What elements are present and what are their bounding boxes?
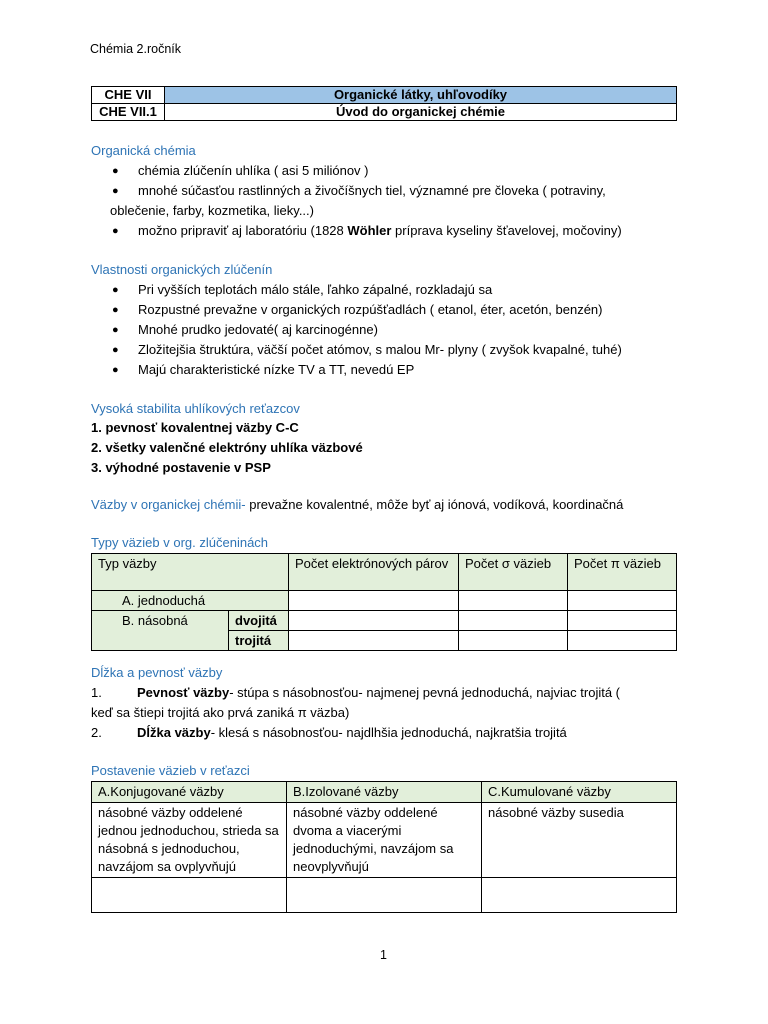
code-cell: CHE VII: [92, 87, 165, 104]
code-table: [91, 86, 677, 121]
bullet-icon: ●: [112, 304, 119, 316]
section-heading-stability: Vysoká stabilita uhlíkových reťazcov: [91, 401, 300, 416]
list-item: 2. všetky valenčné elektróny uhlíka väzbové: [91, 440, 363, 455]
title-cell: Úvod do organickej chémie: [165, 104, 677, 121]
list-item: mnohé súčasťou rastlinných a živočíšnych tiel, významné pre človeka ( potraviny,: [138, 183, 606, 198]
bullet-icon: ●: [112, 364, 119, 376]
row-sublabel: trojitá: [229, 631, 289, 651]
table-cell: [289, 631, 459, 651]
list-item-continuation: keď sa štiepi trojitá ako prvá zaniká π väzba): [91, 705, 350, 720]
table-cell: [459, 591, 568, 611]
row-label: A. jednoduchá: [92, 591, 289, 611]
header-cell: Počet π väzieb: [568, 554, 677, 591]
header-cell: Typ väzby: [92, 554, 289, 591]
list-item: možno pripraviť aj laboratóriu (1828 Wöhler príprava kyseliny šťavelovej, močoviny): [138, 223, 622, 238]
header-cell: Počet σ väzieb: [459, 554, 568, 591]
bullet-icon: ●: [112, 165, 119, 177]
bullet-icon: ●: [112, 225, 119, 237]
bond-types-table: [91, 553, 677, 651]
list-number: 2.: [91, 725, 102, 740]
table-cell: [568, 591, 677, 611]
list-item-continuation: oblečenie, farby, kozmetika, lieky...): [110, 203, 314, 218]
bullet-icon: ●: [112, 185, 119, 197]
table-cell: [482, 878, 677, 913]
list-item: Pri vyšších teplotách málo stále, ľahko zápalné, rozkladajú sa: [138, 282, 493, 297]
bullet-icon: ●: [112, 284, 119, 296]
list-item: Rozpustné prevažne v organických rozpúšťadlách ( etanol, éter, acetón, benzén): [138, 302, 603, 317]
table-cell: [568, 631, 677, 651]
bullet-icon: ●: [112, 344, 119, 356]
page-number: 1: [380, 948, 387, 962]
code-cell: CHE VII.1: [92, 104, 165, 121]
section-heading-properties: Vlastnosti organických zlúčenín: [91, 262, 273, 277]
list-item: Majú charakteristické nízke TV a TT, nevedú EP: [138, 362, 415, 377]
list-number: 1.: [91, 685, 102, 700]
list-item: Mnohé prudko jedovaté( aj karcinogénne): [138, 322, 378, 337]
positions-table: [91, 781, 677, 913]
bonds-line: Väzby v organickej chémii- prevažne kovalentné, môže byť aj iónová, vodíková, koordinačná: [91, 497, 624, 512]
section-heading-bond-types: Typy väzieb v org. zlúčeninách: [91, 535, 269, 550]
section-heading-length: Dĺžka a pevnosť väzby: [91, 665, 223, 680]
header-cell: C.Kumulované väzby: [482, 782, 677, 803]
running-header: Chémia 2.ročník: [90, 42, 182, 56]
table-cell: [459, 631, 568, 651]
header-cell: A.Konjugované väzby: [92, 782, 287, 803]
table-cell: [568, 611, 677, 631]
row-sublabel: dvojitá: [229, 611, 289, 631]
section-heading-organic: Organická chémia: [91, 143, 196, 158]
list-item: Pevnosť väzby- stúpa s násobnosťou- najmenej pevná jednoduchá, najviac trojitá (: [137, 685, 620, 700]
bullet-icon: ●: [112, 324, 119, 336]
list-item: chémia zlúčenín uhlíka ( asi 5 miliónov ): [138, 163, 369, 178]
table-cell: násobné väzby oddelené dvoma a viacerými jednoduchými, navzájom sa neovplyvňujú: [287, 803, 482, 878]
list-item: Zložitejšia štruktúra, väčší počet atómov, s malou Mr- plyny ( zvyšok kvapalné, tuhé): [138, 342, 622, 357]
table-cell: násobné väzby susedia: [482, 803, 677, 878]
table-cell: [289, 611, 459, 631]
header-cell: Počet elektrónových párov: [289, 554, 459, 591]
list-item: 3. výhodné postavenie v PSP: [91, 460, 271, 475]
table-cell: [289, 591, 459, 611]
section-heading-positions: Postavenie väzieb v reťazci: [91, 763, 250, 778]
table-cell: [459, 611, 568, 631]
row-label: B. násobná: [92, 611, 229, 651]
table-cell: násobné väzby oddelené jednou jednoduchou, strieda sa násobná s jednoduchou, navzájom sa ovplyvňujú: [92, 803, 287, 878]
list-item: Dĺžka väzby- klesá s násobnosťou- najdlhšia jednoduchá, najkratšia trojitá: [137, 725, 567, 740]
table-cell: [92, 878, 287, 913]
table-cell: [287, 878, 482, 913]
list-item: 1. pevnosť kovalentnej väzby C-C: [91, 420, 299, 435]
header-cell: B.Izolované väzby: [287, 782, 482, 803]
title-cell: Organické látky, uhľovodíky: [165, 87, 677, 104]
